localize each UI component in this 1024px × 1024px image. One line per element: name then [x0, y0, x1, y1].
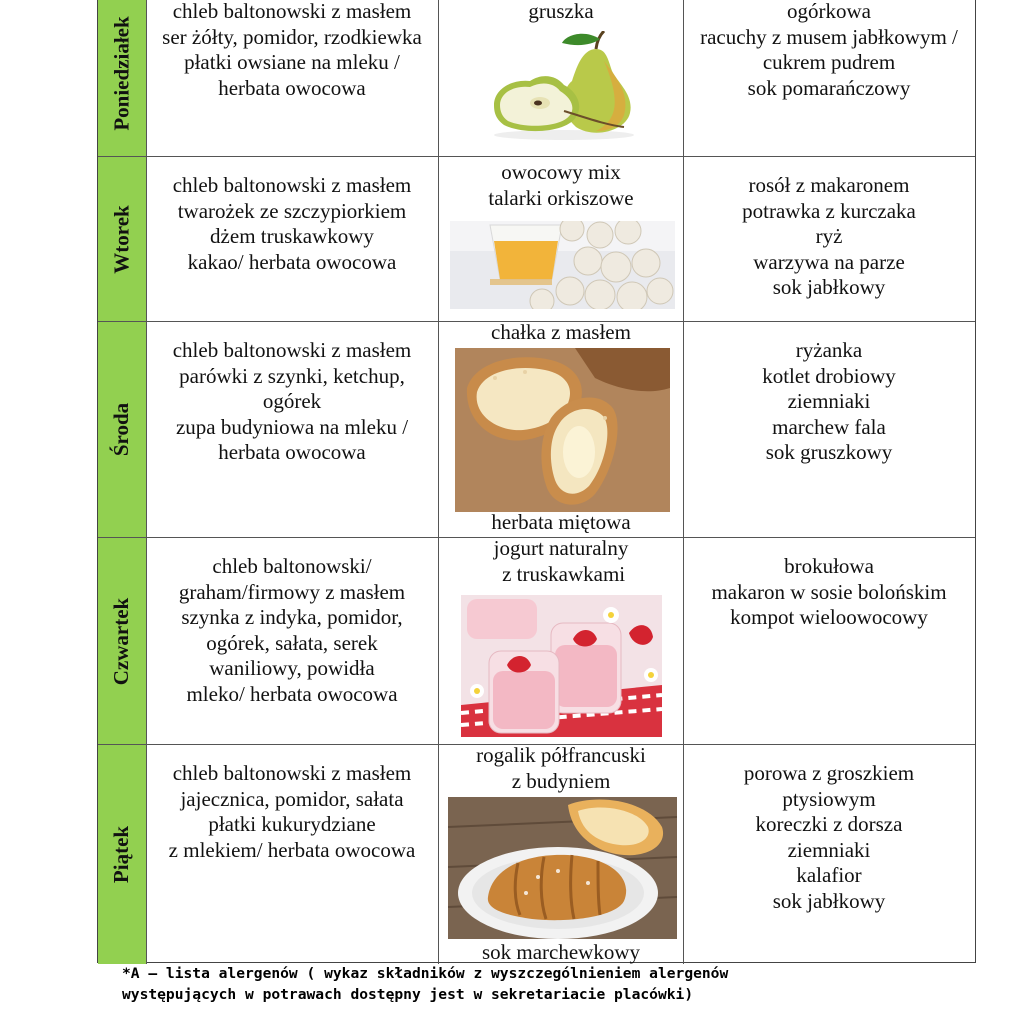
breakfast-cell — [146, 745, 439, 964]
breakfast-item: kakao/ herbata owocowa — [187, 249, 397, 274]
lunch-item: porowa z groszkiem — [743, 761, 915, 785]
menu-row-monday — [98, 0, 975, 156]
day-label-cell — [98, 745, 147, 964]
allergen-footnote — [122, 963, 728, 1005]
lunch-item: kotlet drobiowy — [762, 363, 896, 388]
day-label-cell — [98, 157, 147, 321]
breakfast-item: herbata owocowa — [218, 440, 366, 465]
footnote-line: *A – lista alergenów ( wykaz składników z wyszczególnieniem alergenów — [122, 965, 729, 982]
breakfast-cell — [146, 0, 439, 156]
lunch-item: ziemniaki — [787, 837, 871, 862]
challah-bread-photo — [455, 348, 670, 512]
snack-item: talarki orkiszowe — [488, 186, 634, 210]
lunch-item: kompot wieloowocowy — [730, 605, 928, 630]
breakfast-item: jajecznica, pomidor, sałata — [180, 786, 404, 811]
lunch-cell — [683, 157, 975, 321]
snack-item: z budyniem — [511, 769, 611, 793]
day-label-cell — [98, 538, 147, 744]
breakfast-item: płatki kukurydziane — [208, 812, 376, 837]
lunch-item: rosół z makaronem — [748, 173, 910, 197]
lunch-item: koreczki z dorsza — [755, 812, 903, 837]
lunch-cell — [683, 0, 975, 156]
lunch-item: kalafior — [796, 863, 862, 888]
snack-item: jogurt naturalny — [493, 536, 629, 560]
menu-table — [97, 0, 976, 963]
breakfast-item: z mlekiem/ herbata owocowa — [168, 837, 416, 862]
lunch-item: sok pomarańczowy — [747, 75, 911, 100]
footnote-line: występujących w potrawach dostępny jest w sekretariacie placówki) — [122, 986, 694, 1003]
day-name: Czwartek — [109, 597, 134, 685]
snack-cell — [439, 157, 684, 321]
lunch-item: sok jabłkowy — [772, 275, 886, 300]
lunch-item: ryżanka — [795, 338, 863, 362]
lunch-item: warzywa na parze — [753, 249, 905, 274]
breakfast-item: zupa budyniowa na mleku / — [175, 414, 409, 439]
snack-item: gruszka — [528, 0, 594, 23]
strawberry-yogurt-photo — [461, 595, 662, 737]
breakfast-cell — [146, 157, 439, 321]
lunch-item: ogórkowa — [787, 0, 871, 23]
lunch-cell — [683, 745, 975, 964]
lunch-item: cukrem pudrem — [762, 50, 896, 75]
breakfast-item: chleb baltonowski z masłem — [172, 761, 412, 785]
lunch-item: marchew fala — [772, 414, 886, 439]
breakfast-item: graham/firmowy z masłem — [178, 579, 406, 604]
lunch-cell — [683, 538, 975, 744]
snack-cell — [439, 538, 684, 744]
breakfast-item: chleb baltonowski z masłem — [172, 173, 412, 197]
breakfast-cell — [146, 322, 439, 537]
breakfast-item: ogórek — [262, 389, 322, 414]
breakfast-item: chleb baltonowski z masłem — [172, 338, 412, 362]
breakfast-item: chleb baltonowski/ — [212, 554, 372, 578]
snack-item: rogalik półfrancuski — [476, 743, 646, 767]
snack-item: z truskawkami — [496, 562, 626, 586]
lunch-item: makaron w sosie bolońskim — [711, 579, 947, 604]
menu-row-friday — [98, 744, 975, 964]
pear-photo — [484, 31, 644, 141]
breakfast-item: ser żółty, pomidor, rzodkiewka — [162, 24, 422, 49]
menu-row-thursday — [98, 537, 975, 744]
menu-row-wednesday — [98, 321, 975, 537]
snack-item: herbata miętowa — [491, 510, 631, 534]
breakfast-item: herbata owocowa — [218, 75, 366, 100]
snack-cell — [439, 322, 684, 537]
snack-item: owocowy mix — [501, 160, 621, 184]
lunch-item: sok gruszkowy — [765, 440, 893, 465]
lunch-cell — [683, 322, 975, 537]
breakfast-item: dżem truskawkowy — [210, 224, 374, 249]
day-name: Poniedziałek — [109, 16, 134, 131]
lunch-item: brokułowa — [784, 554, 874, 578]
breakfast-cell — [146, 538, 439, 744]
day-name: Środa — [109, 402, 134, 457]
breakfast-item: szynka z indyka, pomidor, — [181, 605, 403, 630]
snack-item: sok marchewkowy — [481, 940, 641, 964]
day-name: Piątek — [109, 825, 134, 884]
snack-item: chałka z masłem — [491, 320, 631, 344]
breakfast-item: twarożek ze szczypiorkiem — [177, 198, 407, 223]
breakfast-item: waniliowy, powidła — [209, 656, 375, 681]
breakfast-item: chleb baltonowski z masłem — [172, 0, 412, 23]
croissant-photo — [448, 797, 677, 939]
lunch-item: racuchy z musem jabłkowym / — [700, 24, 958, 49]
day-label-cell — [98, 322, 147, 537]
breakfast-item: płatki owsiane na mleku / — [184, 50, 400, 75]
menu-row-tuesday — [98, 156, 975, 321]
lunch-item: ziemniaki — [787, 389, 871, 414]
day-name: Wtorek — [109, 204, 134, 274]
lunch-item: potrawka z kurczaka — [742, 198, 916, 223]
day-label-cell — [98, 0, 147, 156]
breakfast-item: mleko/ herbata owocowa — [186, 681, 398, 706]
lunch-item: ryż — [815, 224, 843, 249]
lunch-item: ptysiowym — [782, 786, 876, 811]
juice-and-rice-cakes-photo — [450, 221, 675, 309]
snack-cell — [439, 0, 684, 156]
lunch-item: sok jabłkowy — [772, 888, 886, 913]
breakfast-item: ogórek, sałata, serek — [206, 630, 378, 655]
breakfast-item: parówki z szynki, ketchup, — [179, 363, 405, 388]
snack-cell — [439, 745, 684, 964]
